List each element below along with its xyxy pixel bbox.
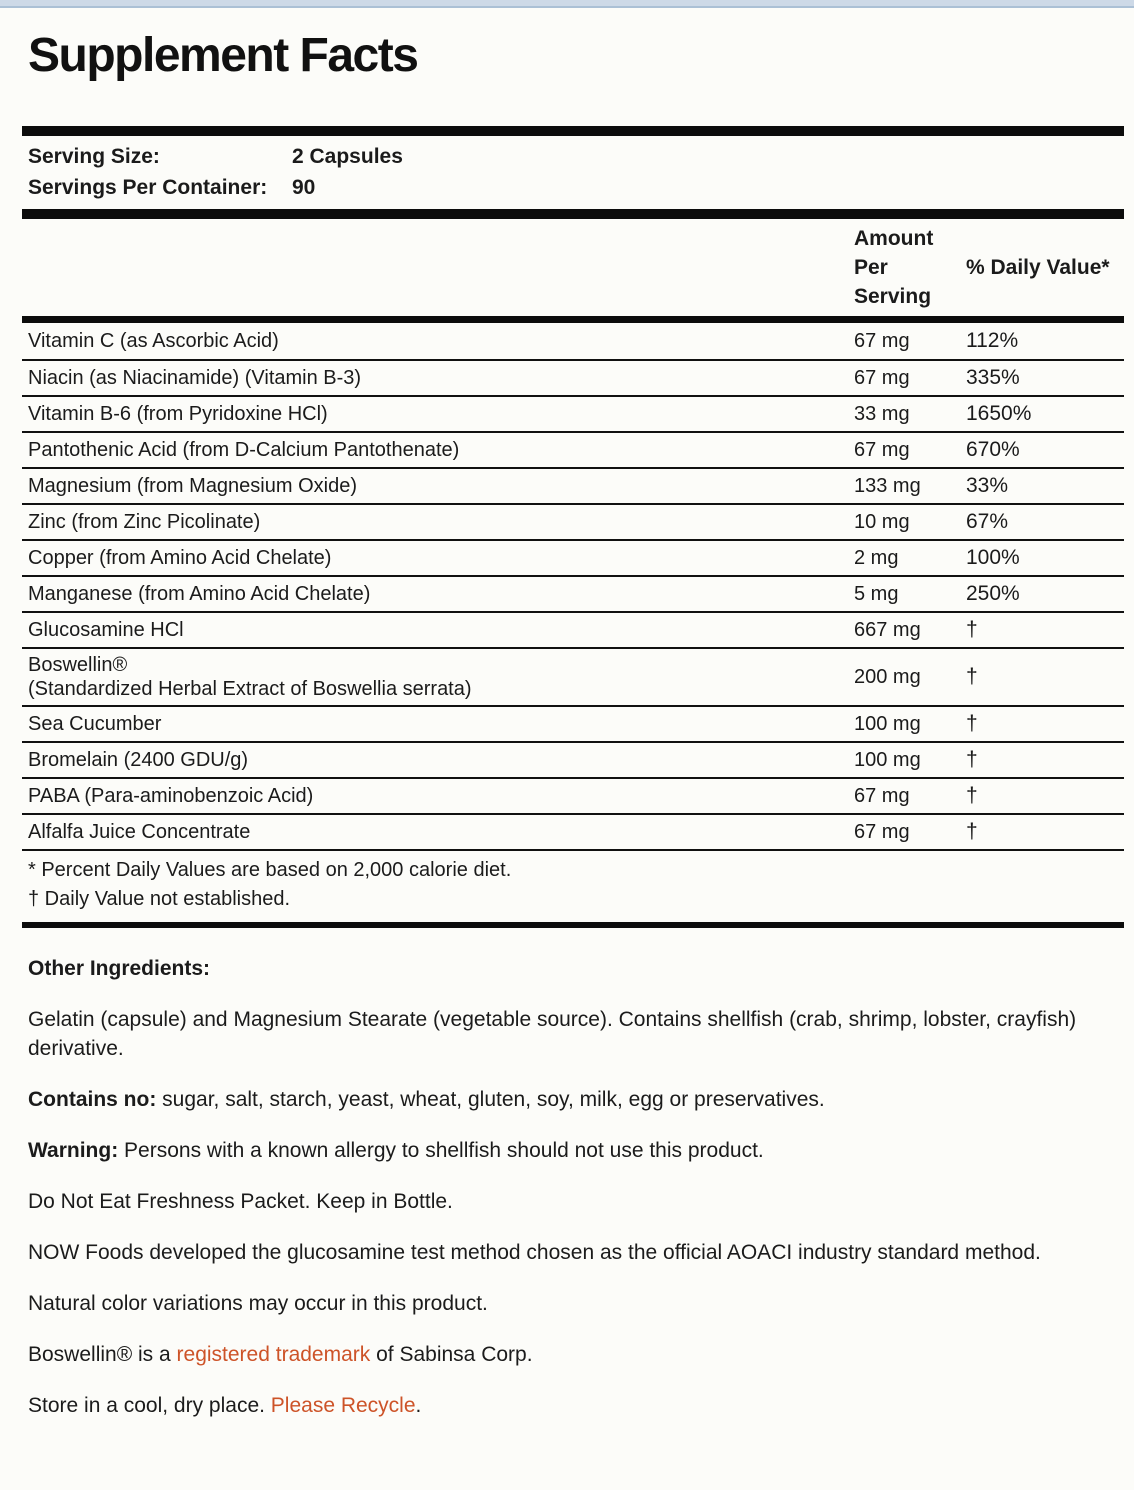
table-row [22,575,1124,611]
window-top-border [0,0,1134,8]
header-amount-line2: Per [854,256,888,279]
warning-note [28,1136,1106,1165]
nutrient-name: Manganese (from Amino Acid Chelate) [28,583,371,605]
table-row [22,431,1124,467]
nutrient-name-cell [28,506,854,538]
nutrient-name-cell [28,708,854,740]
nutrient-daily-value: 112% [966,329,1019,352]
nutrient-name: Sea Cucumber [28,713,162,735]
page-title: Supplement Facts [28,29,418,82]
footnote-dagger: † Daily Value not established. [28,888,291,910]
nutrient-amount: 2 mg [854,546,899,569]
text-segment: of Sabinsa Corp. [370,1343,533,1366]
nutrient-daily-value: 335% [966,366,1020,389]
nutrient-daily-value: † [966,820,978,843]
text-segment: Contains no: [28,1088,157,1111]
nutrient-name-cell [28,649,854,705]
nutrient-name: Bromelain (2400 GDU/g) [28,749,249,771]
nutrient-daily-value: 1650% [966,402,1032,425]
nutrient-name: Niacin (as Niacinamide) (Vitamin B-3) [28,367,362,389]
please-recycle-link[interactable]: Please Recycle [270,1394,416,1417]
table-row [22,467,1124,503]
other-ingredients-text [28,1005,1106,1063]
nutrient-name-cell [28,325,854,357]
divider-bar-serving [22,209,1124,219]
facts-table-header [22,219,1124,323]
text-segment: Do Not Eat Freshness Packet. Keep in Bottle. [28,1190,453,1213]
facts-panel [22,126,1124,928]
nutrient-amount: 67 mg [854,366,910,389]
servings-per-container-row [28,172,1124,203]
servings-per-container-value: 90 [292,176,316,199]
nutrient-name-cell [28,816,854,848]
nutrient-amount: 200 mg [854,665,921,688]
nutrient-amount: 67 mg [854,784,910,807]
servings-per-container-label: Servings Per Container: [28,176,268,199]
facts-table-body [22,323,1124,849]
nutrient-amount: 33 mg [854,402,910,425]
nutrient-amount: 667 mg [854,618,921,641]
nutrient-name: Pantothenic Acid (from D-Calcium Pantothenate) [28,439,460,461]
nutrient-name: Vitamin C (as Ascorbic Acid) [28,330,279,352]
divider-bar-bottom [22,922,1124,928]
nutrient-daily-value: 33% [966,474,1009,497]
serving-info [22,136,1124,209]
table-row [22,647,1124,705]
nutrient-daily-value: 67% [966,510,1009,533]
freshness-packet-note [28,1187,1106,1216]
table-row [22,503,1124,539]
text-segment: Boswellin® is a [28,1343,177,1366]
footnote-daily-value: * Percent Daily Values are based on 2,000 calorie diet. [28,859,512,881]
table-row [22,539,1124,575]
nutrient-name-cell [28,578,854,610]
nutrient-name-cell [28,362,854,394]
divider-bar-top [22,126,1124,136]
nutrient-name: Magnesium (from Magnesium Oxide) [28,475,357,497]
text-segment: Warning: [28,1139,119,1162]
text-segment: sugar, salt, starch, yeast, wheat, gluten, soy, milk, egg or preservatives. [156,1088,825,1111]
nutrient-daily-value: 250% [966,582,1020,605]
nutrient-amount: 10 mg [854,510,910,533]
header-amount-line3: Serving [854,285,932,308]
nutrient-amount: 67 mg [854,438,910,461]
table-row [22,395,1124,431]
nutrient-amount: 5 mg [854,582,899,605]
header-name-column [28,224,854,311]
nutrient-daily-value: † [966,748,978,771]
serving-size-row [28,141,1124,172]
table-row [22,359,1124,395]
header-daily-value: % Daily Value* [966,255,1110,279]
now-foods-note [28,1238,1106,1267]
notes-section [28,954,1106,1420]
nutrient-daily-value: † [966,712,978,735]
storage-note [28,1391,1106,1420]
nutrient-name: Glucosamine HCl [28,619,184,641]
nutrient-daily-value: † [966,784,978,807]
table-row [22,741,1124,777]
registered-trademark-link[interactable]: registered trademark [176,1343,371,1366]
nutrient-daily-value: 670% [966,438,1020,461]
text-segment: . [415,1394,422,1417]
nutrient-amount: 67 mg [854,329,910,352]
table-row [22,705,1124,741]
header-amount-per-serving [854,224,966,311]
nutrient-amount: 67 mg [854,820,910,843]
nutrient-name: Boswellin® [28,654,128,676]
nutrient-name-cell [28,744,854,776]
serving-size-label: Serving Size: [28,145,160,168]
nutrient-name-cell [28,398,854,430]
nutrient-name: Copper (from Amino Acid Chelate) [28,547,332,569]
color-variations-note [28,1289,1106,1318]
text-segment: Gelatin (capsule) and Magnesium Stearate (vegetable source). Contains shellfish (crab, shrimp, lobster, crayfish) derivative. [28,1008,1077,1060]
text-segment: NOW Foods developed the glucosamine test method chosen as the official AOACI industry standard method. [28,1241,1041,1264]
nutrient-name-cell [28,780,854,812]
nutrient-daily-value: † [966,618,978,641]
table-row [22,611,1124,647]
nutrient-amount: 100 mg [854,712,921,735]
nutrient-name-line2: (Standardized Herbal Extract of Boswellia serrata) [28,678,472,700]
nutrient-name: Vitamin B-6 (from Pyridoxine HCl) [28,403,328,425]
other-ingredients-heading [28,954,1106,983]
nutrient-name: Zinc (from Zinc Picolinate) [28,511,261,533]
nutrient-daily-value: † [966,665,978,688]
nutrient-amount: 100 mg [854,748,921,771]
nutrient-name-cell [28,542,854,574]
table-row [22,777,1124,813]
text-segment: Persons with a known allergy to shellfish should not use this product. [118,1139,764,1162]
text-segment: Store in a cool, dry place. [28,1394,271,1417]
contains-no-note [28,1085,1106,1114]
serving-size-value: 2 Capsules [292,145,403,168]
text-segment: Other Ingredients: [28,957,211,980]
nutrient-name-cell [28,434,854,466]
nutrient-name: Alfalfa Juice Concentrate [28,821,251,843]
nutrient-daily-value: 100% [966,546,1020,569]
table-footnotes [22,849,1124,922]
table-row [22,323,1124,359]
nutrient-name: PABA (Para-aminobenzoic Acid) [28,785,314,807]
boswellin-trademark-note [28,1340,1106,1369]
nutrient-name-cell [28,470,854,502]
table-row [22,813,1124,849]
header-amount-line1: Amount [854,227,934,250]
nutrient-name-cell [28,614,854,646]
nutrient-amount: 133 mg [854,474,921,497]
text-segment: Natural color variations may occur in this product. [28,1292,488,1315]
